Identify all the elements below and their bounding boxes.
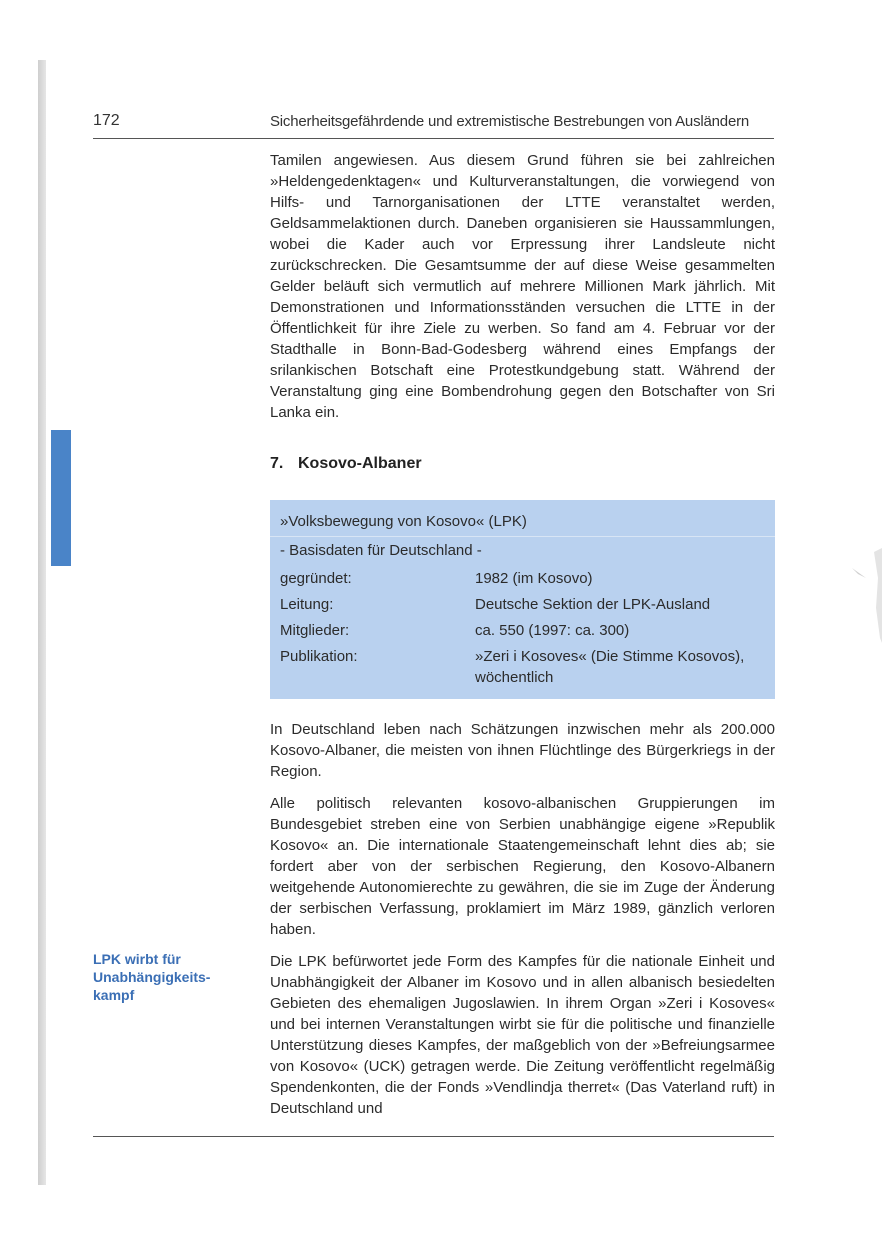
margin-note-line: kampf (93, 987, 135, 1003)
box-subtitle: - Basisdaten für Deutschland - (280, 542, 482, 559)
section-heading (270, 455, 422, 473)
row-value-leadership: Deutsche Sektion der LPK-Ausland (475, 596, 711, 613)
section-title: Kosovo-Albaner (298, 455, 422, 472)
row-label-members: Mitglieder: (280, 622, 350, 639)
section-number: 7. (270, 455, 284, 472)
margin-note-line: LPK wirbt für (93, 951, 181, 967)
row-label-leadership: Leitung: (280, 596, 334, 613)
lpk-basic-data-box (270, 500, 775, 699)
page-number: 172 (93, 112, 120, 129)
row-value-founded: 1982 (im Kosovo) (475, 570, 593, 587)
row-label-founded: gegründet: (280, 570, 352, 587)
box-title: »Volksbewegung von Kosovo« (LPK) (280, 513, 527, 530)
box-divider (270, 536, 775, 537)
row-label-publication: Publikation: (280, 648, 358, 665)
header-rule (93, 138, 774, 139)
paragraph-ltte-fundraising: Tamilen angewiesen. Aus diesem Grund führen sie bei zahlreichen »Heldengedenktagen« und Kulturveranstaltungen, die vorwiegend von Hilfs- und Tarnorganisationen der LTTE veranstaltet werden, Geldsammelaktionen durch. Daneben organisieren sie Haussammlungen, wobei die Kader auch vor Erpressung ihrer Landsleute nicht zurückschrecken. Die Gesamtsumme der auf diese Weise gesammelten Gelder beläuft sich vermutlich auf mehrere Millionen Mark jährlich. Mit Demonstrationen und Informationsständen versuchen die LTTE in der Öffentlichkeit für ihre Ziele zu werben. So fand am 4. Februar vor der Stadthalle in Bonn-Bad-Godesberg während eines Empfangs der srilankischen Botschaft eine Protestkundgebung statt. Während der Veranstaltung ging eine Bombendrohung gegen den Botschafter von Sri Lanka ein. (270, 152, 775, 421)
scan-artifact (822, 548, 882, 648)
footer-rule (93, 1136, 774, 1137)
margin-note (93, 950, 253, 1004)
paragraph-population: In Deutschland leben nach Schätzungen inzwischen mehr als 200.000 Kosovo-Albaner, die meisten von ihnen Flüchtlinge des Bürgerkriegs in der Region. (270, 721, 775, 780)
margin-note-line: Unabhängigkeits- (93, 969, 211, 985)
paragraph-republic-kosovo: Alle politisch relevanten kosovo-albanischen Gruppierungen im Bundesgebiet streben eine von Serbien unabhängige eigene »Republik Kosovo« an. Die internationale Staatengemeinschaft lehnt dies ab; sie fordert aber von der serbischen Regierung, den Kosovo-Albanern weitgehende Autonomierechte zu gewähren, die sie im Zuge der Änderung der serbischen Verfassung, proklamiert im März 1989, gänzlich verloren haben. (270, 795, 775, 938)
row-value-members: ca. 550 (1997: ca. 300) (475, 622, 630, 639)
running-title: Sicherheitsgefährdende und extremistische Bestrebungen von Ausländern (270, 113, 750, 130)
row-value-publication: »Zeri i Kosoves« (Die Stimme Kosovos), wöchentlich (475, 648, 745, 686)
paragraph-lpk-struggle: Die LPK befürwortet jede Form des Kampfes für die nationale Einheit und Unabhängigkeit der Albaner im Kosovo und in allen albanisch besiedelten Gebieten des ehemaligen Jugoslawien. In ihrem Organ »Zeri i Kosoves« und bei internen Veranstaltungen wirbt sie für die politische und finanzielle Unterstützung dieses Kampfes, der maßgeblich von der »Befreiungsarmee von Kosovo« (UCK) getragen werde. Die Zeitung veröffentlicht regelmäßig Spendenkonten, die der Fonds »Vendlindja therret« (Das Vaterland ruft) in Deutschland und (270, 953, 775, 1117)
section-tab-marker (51, 430, 71, 566)
scan-page-edge (38, 60, 46, 1185)
